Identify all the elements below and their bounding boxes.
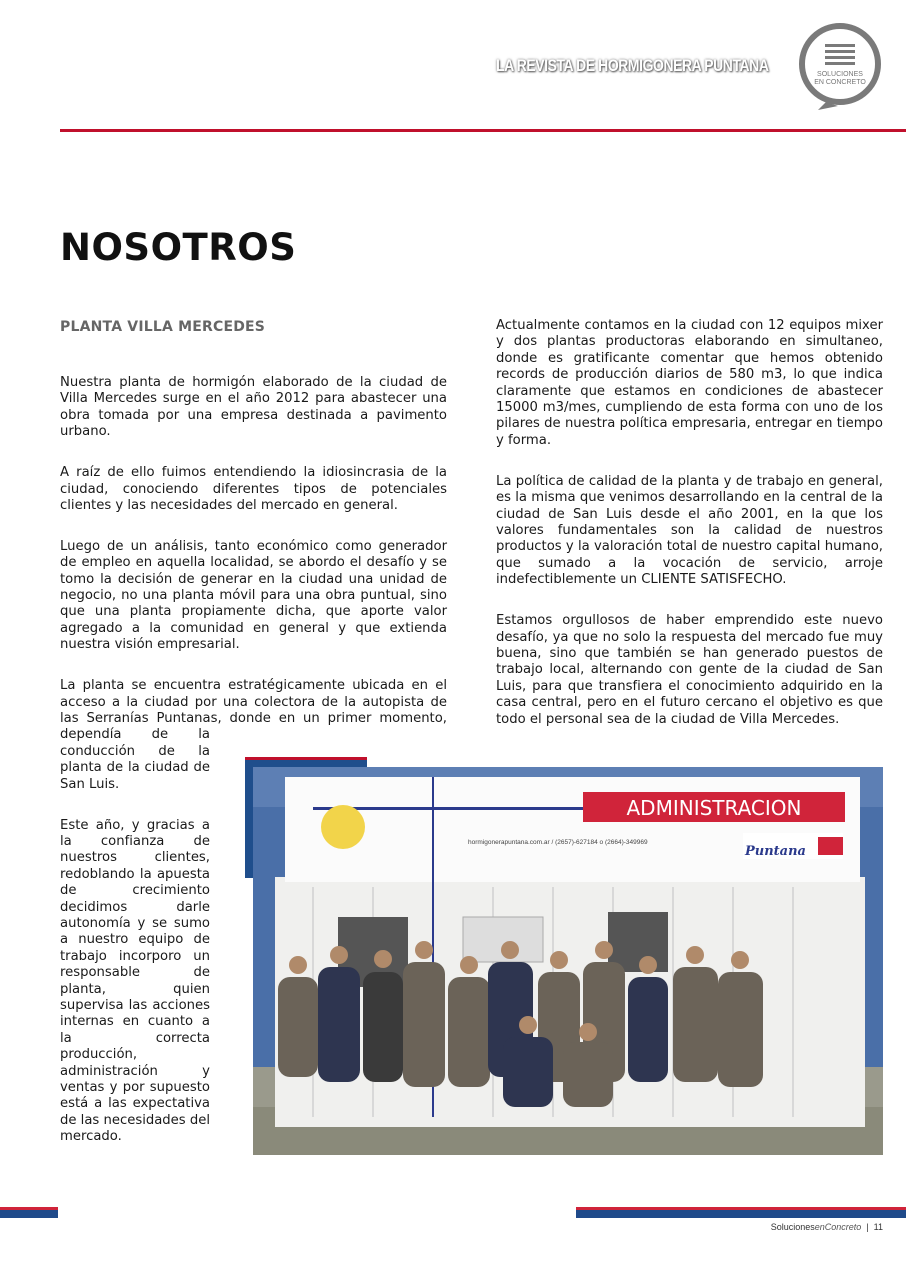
paragraph: Actualmente contamos en la ciudad con 12 equipos mixer y dos plantas productoras elaborando en simultaneo, donde es gratificante comentar que hemos obtenido records de producción diarios de 580 m3, lo que indica claramente que estamos en condiciones de abastecer 15000 m3/mes, cumpliendo de esta forma con uno de los pilares de nuestra política empresaria, entregar en tiempo y forma. bbox=[496, 318, 883, 448]
magazine-title: LA REVISTA DE HORMIGONERA PUNTANA bbox=[496, 56, 769, 75]
paragraph: Nuestra planta de hormigón elaborado de la ciudad de Villa Mercedes surge en el año 2012 para abastecer una obra tomada por una empresa destinada a pavimento urbano. bbox=[60, 375, 447, 440]
footer-brand-a: Soluciones bbox=[770, 1222, 815, 1232]
paragraph: Luego de un análisis, tanto económico como generador de empleo en aquella localidad, se abordo el desafío y se tomo la decisión de generar en la ciudad una unidad de negocio, no una planta móvil para una obra puntual, sino que una planta propiamente dicha, que aporte valor agregado a la comunidad en general y que extienda nuestra visión empresarial. bbox=[60, 538, 447, 653]
paragraph: La planta se encuentra estratégicamente ubicada en el acceso a la ciudad por una colectora de la autopista de las Serranías Puntanas, donde en un primer momento, dependía de la conducción de la planta de la ciudad de San Luis. bbox=[60, 678, 447, 792]
footer-brand-b: enConcreto bbox=[814, 1222, 862, 1232]
paragraph: La política de calidad de la planta y de trabajo en general, es la misma que venimos desarrollando en la central de la ciudad de San Luis desde el año 2001, en la que los valores fundamentales son la calidad de nuestros productos y la valoración total de nuestro capital humano, que sumado a la vocación de servicio, arroje indefectiblemente un CLIENTE SATISFECHO. bbox=[496, 473, 883, 588]
right-column bbox=[496, 318, 883, 752]
sign-contact: hormigonerapuntana.com.ar / (2657)-627184 o (2664)-349969 bbox=[468, 839, 648, 846]
team-photo bbox=[253, 767, 883, 1155]
page-title: NOSOTROS bbox=[60, 226, 297, 269]
sign-text: ADMINISTRACION bbox=[626, 796, 802, 820]
speech-bubble-icon bbox=[796, 22, 884, 112]
article-subtitle: PLANTA VILLA MERCEDES bbox=[60, 319, 266, 335]
logo-line2: EN CONCRETO bbox=[814, 79, 866, 86]
header-divider bbox=[60, 129, 906, 132]
sign-brand: Puntana bbox=[745, 844, 806, 859]
soluciones-logo bbox=[796, 22, 884, 112]
footer-stripe-right bbox=[576, 1207, 906, 1218]
footer-stripe-left bbox=[0, 1207, 58, 1218]
page-number: 11 bbox=[873, 1222, 883, 1232]
logo-line1: SOLUCIONES bbox=[817, 71, 863, 78]
paragraph: A raíz de ello fuimos entendiendo la idiosincrasia de la ciudad, conociendo diferentes tipos de potenciales clientes y las necesidades del mercado en general. bbox=[60, 465, 447, 513]
footer-page-label: SolucionesenConcreto | 11 bbox=[770, 1222, 883, 1232]
paragraph: Estamos orgullosos de haber emprendido este nuevo desafío, ya que no solo la respuesta del mercado fue muy buena, sino que también se han generado puestos de trabajo local, alternando con gente de la ciudad de San Luis, para que transfiera el conocimiento adquirido en la casa central, pero en el futuro cercano el objetivo es que todo el personal sea de la ciudad de Villa Mercedes. bbox=[496, 613, 883, 727]
paragraph: Este año, y gracias a la confianza de nuestros clientes, redoblando la apuesta de crecimiento decidimos darle autonomía y se sumo a nuestro equipo de trabajo incorporo un responsable de planta, quien supervisa las acciones internas en cuanto a la correcta producción, administración y ventas y por supuesto está a las expectativa de las necesidades del mercado. bbox=[60, 817, 211, 1145]
